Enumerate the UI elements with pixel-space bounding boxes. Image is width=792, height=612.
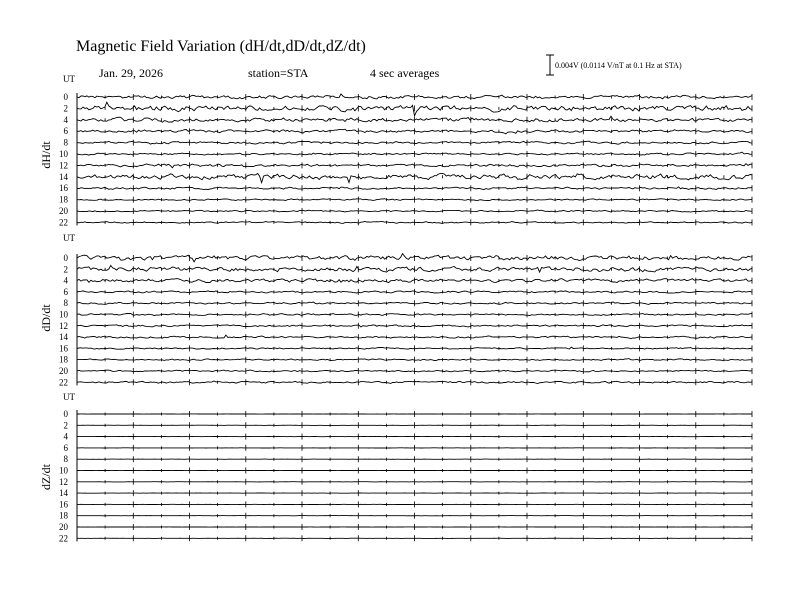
dz-ylabel: dZ/dt xyxy=(39,464,53,490)
dd-tick-label-4: 4 xyxy=(63,275,68,286)
dd-hour-ticks-3 xyxy=(77,289,752,295)
dh-tick-label-2: 2 xyxy=(63,103,68,114)
dd-tick-label-2: 2 xyxy=(63,264,68,275)
dh-panel xyxy=(39,74,752,227)
dd-tick-label-22: 22 xyxy=(59,377,68,388)
station-label: station=STA xyxy=(248,66,309,80)
dz-tick-label-4: 4 xyxy=(63,431,68,442)
dz-tick-label-6: 6 xyxy=(63,442,68,453)
dh-hour-ticks-1 xyxy=(77,105,752,111)
dd-hour-ticks-0 xyxy=(77,255,752,261)
dd-tick-label-16: 16 xyxy=(59,343,68,354)
dh-tick-label-22: 22 xyxy=(59,217,68,228)
dh-tick-label-8: 8 xyxy=(63,137,68,148)
dh-tick-label-6: 6 xyxy=(63,126,68,137)
dh-tick-label-20: 20 xyxy=(59,206,68,216)
dz-tick-label-10: 10 xyxy=(59,465,68,476)
dd-time-axis-label: UT xyxy=(63,233,75,243)
dd-tick-label-6: 6 xyxy=(63,286,68,297)
dd-ylabel: dD/dt xyxy=(39,304,53,332)
dz-tick-label-16: 16 xyxy=(59,499,68,510)
dh-tick-label-4: 4 xyxy=(63,114,68,125)
dh-time-axis-label: UT xyxy=(63,74,75,84)
dz-tick-label-20: 20 xyxy=(59,522,68,532)
dd-tick-label-14: 14 xyxy=(59,332,68,343)
dz-tick-label-18: 18 xyxy=(59,510,68,521)
dd-panel xyxy=(39,233,752,387)
dd-tick-label-18: 18 xyxy=(59,354,68,365)
dh-ylabel: dH/dt xyxy=(39,141,53,169)
dh-tick-label-18: 18 xyxy=(59,194,68,205)
dh-tick-label-12: 12 xyxy=(59,160,68,171)
dz-panel xyxy=(39,392,752,543)
dd-tick-label-8: 8 xyxy=(63,298,68,309)
dh-tick-label-16: 16 xyxy=(59,183,68,194)
dh-tick-label-10: 10 xyxy=(59,149,68,159)
dh-tick-label-14: 14 xyxy=(59,171,68,182)
dz-tick-label-8: 8 xyxy=(63,454,68,465)
chart-title: Magnetic Field Variation (dH/dt,dD/dt,dZ/dt) xyxy=(76,38,366,55)
dd-tick-label-10: 10 xyxy=(59,309,68,320)
averaging-label: 4 sec averages xyxy=(370,66,440,80)
dz-tick-label-0: 0 xyxy=(63,409,68,419)
dz-tick-label-12: 12 xyxy=(59,476,68,487)
scale-bar-icon xyxy=(546,55,554,75)
dd-tick-label-0: 0 xyxy=(63,253,68,263)
dz-time-axis-label: UT xyxy=(63,392,75,402)
dz-tick-label-22: 22 xyxy=(59,533,68,544)
dz-tick-label-2: 2 xyxy=(63,420,68,431)
dd-tick-label-20: 20 xyxy=(59,366,68,376)
dz-tick-label-14: 14 xyxy=(59,488,68,499)
date-label: Jan. 29, 2026 xyxy=(99,66,163,80)
dd-tick-label-12: 12 xyxy=(59,320,68,331)
scale-bar-label: 0.004V (0.0114 V/nT at 0.1 Hz at STA) xyxy=(555,61,682,70)
dh-tick-label-0: 0 xyxy=(63,92,68,102)
